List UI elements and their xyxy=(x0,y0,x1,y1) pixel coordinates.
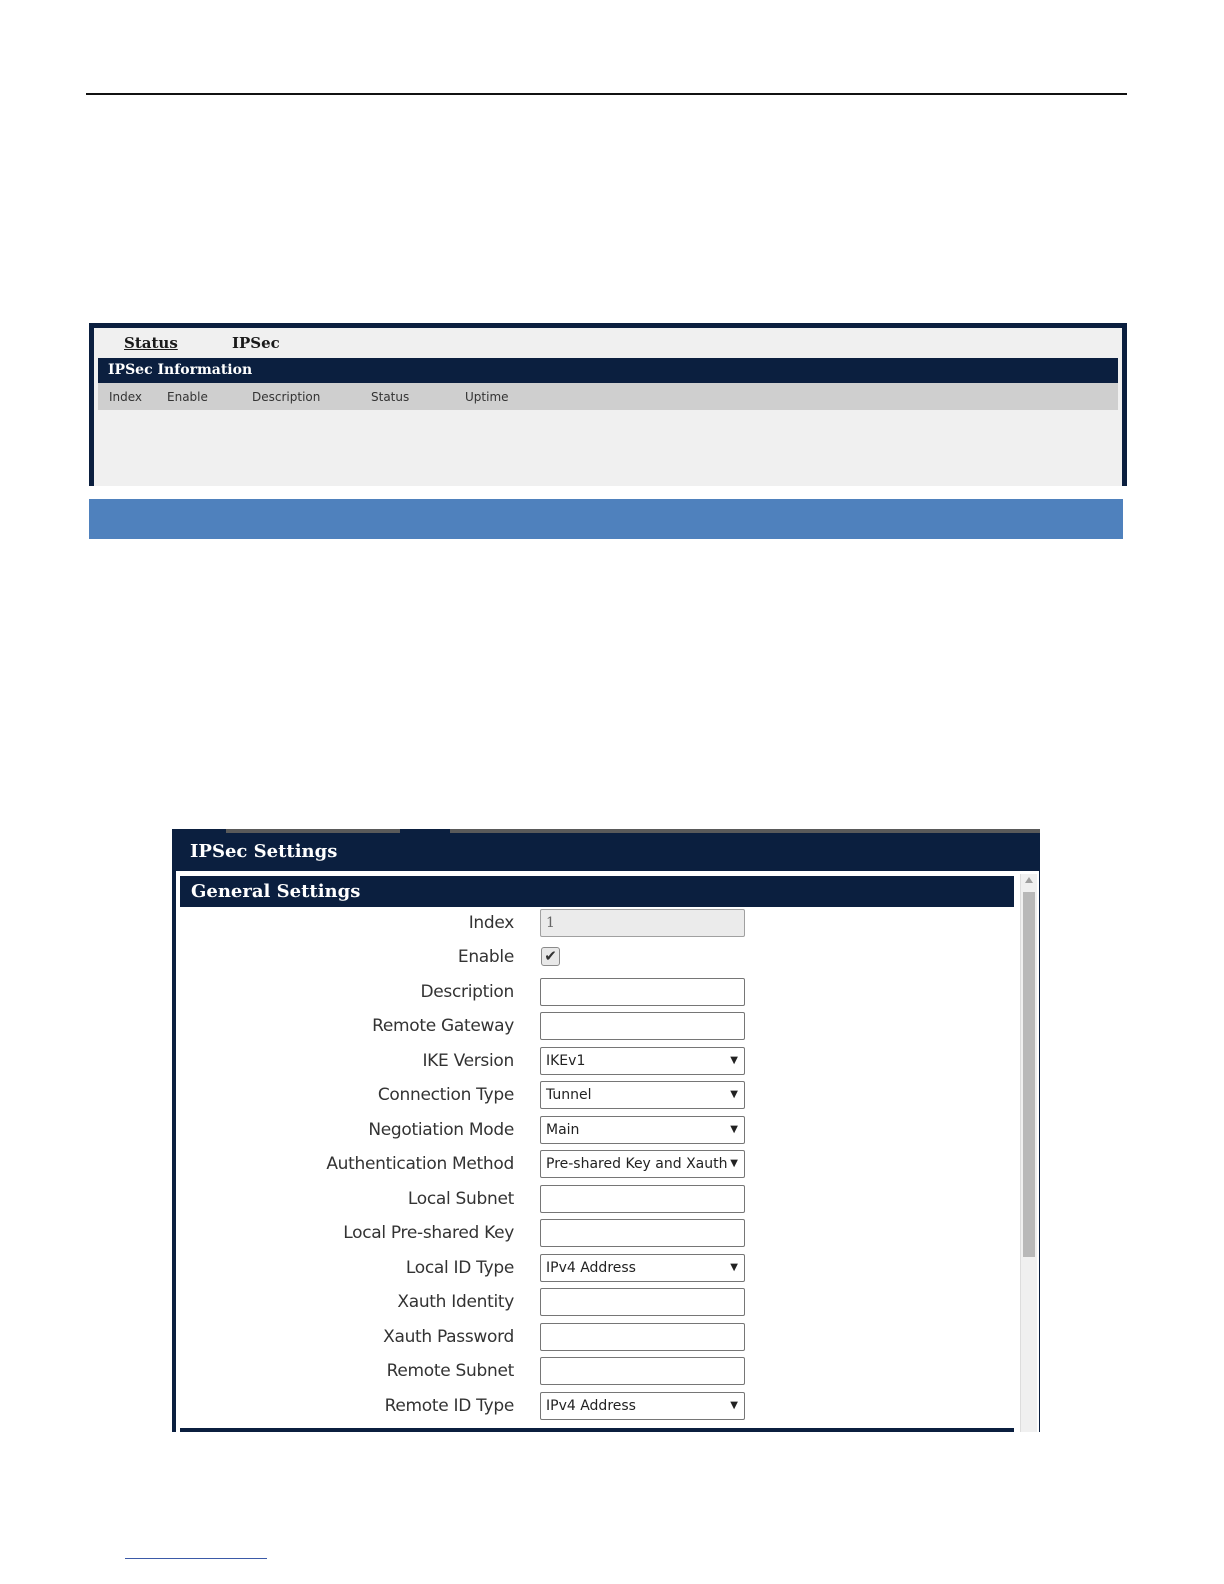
remote-id-type-select[interactable] xyxy=(540,1392,745,1420)
local-subnet-input[interactable] xyxy=(540,1185,745,1213)
local-id-type-select[interactable] xyxy=(540,1254,745,1282)
page-top-rule xyxy=(86,93,1127,95)
form-row-local-psk xyxy=(176,1219,1016,1249)
scroll-up-arrow-icon[interactable] xyxy=(1025,877,1033,883)
local-subnet-label: Local Subnet xyxy=(407,1189,514,1209)
enable-checkbox[interactable] xyxy=(541,947,560,966)
form-row-enable xyxy=(176,943,1016,973)
form-row-xauth-identity xyxy=(176,1288,1016,1318)
dropdown-arrow-icon: ▼ xyxy=(730,1158,738,1169)
general-settings-header: General Settings xyxy=(180,876,1014,907)
tab-status[interactable]: Status xyxy=(124,334,178,352)
remote-gateway-input[interactable] xyxy=(540,1012,745,1040)
ike-version-label: IKE Version xyxy=(422,1051,514,1071)
form-row-remote-gateway xyxy=(176,1012,1016,1042)
ipsec-settings-dialog xyxy=(172,829,1040,1432)
status-tab-bar xyxy=(94,328,1122,358)
column-status: Status xyxy=(371,390,410,404)
connection-type-value: Tunnel xyxy=(546,1087,592,1103)
footnote-rule xyxy=(125,1558,267,1559)
dropdown-arrow-icon: ▼ xyxy=(730,1400,738,1411)
checkmark-icon: ✔ xyxy=(544,948,557,965)
ike-version-select[interactable] xyxy=(540,1047,745,1075)
form-row-index xyxy=(176,909,1016,939)
form-row-description xyxy=(176,978,1016,1008)
auth-method-value: Pre-shared Key and Xauth xyxy=(546,1156,728,1172)
form-row-remote-id-type xyxy=(176,1392,1016,1422)
column-description: Description xyxy=(252,390,321,404)
negotiation-mode-value: Main xyxy=(546,1122,580,1138)
remote-gateway-label: Remote Gateway xyxy=(372,1016,514,1036)
local-psk-input[interactable] xyxy=(540,1219,745,1247)
dropdown-arrow-icon: ▼ xyxy=(730,1124,738,1135)
ipsec-status-panel xyxy=(89,323,1127,486)
auth-method-label: Authentication Method xyxy=(326,1154,514,1174)
local-psk-label: Local Pre-shared Key xyxy=(343,1223,514,1243)
caption-band xyxy=(89,499,1123,539)
connection-type-select[interactable] xyxy=(540,1081,745,1109)
dropdown-arrow-icon: ▼ xyxy=(730,1089,738,1100)
index-label: Index xyxy=(468,913,514,933)
form-row-local-id-type xyxy=(176,1254,1016,1284)
status-panel-inner xyxy=(94,328,1122,486)
description-label: Description xyxy=(420,982,514,1002)
tab-ipsec[interactable]: IPSec xyxy=(232,334,280,352)
form-row-auth-method xyxy=(176,1150,1016,1180)
ipsec-information-header: IPSec Information xyxy=(98,358,1118,383)
auth-method-select[interactable] xyxy=(540,1150,745,1178)
xauth-password-input[interactable] xyxy=(540,1323,745,1351)
local-id-type-label: Local ID Type xyxy=(405,1258,514,1278)
local-id-type-value: IPv4 Address xyxy=(546,1260,636,1276)
xauth-identity-input[interactable] xyxy=(540,1288,745,1316)
form-row-local-subnet xyxy=(176,1185,1016,1215)
negotiation-mode-select[interactable] xyxy=(540,1116,745,1144)
description-input[interactable] xyxy=(540,978,745,1006)
remote-id-type-value: IPv4 Address xyxy=(546,1398,636,1414)
negotiation-mode-label: Negotiation Mode xyxy=(368,1120,514,1140)
column-index: Index xyxy=(109,390,143,404)
xauth-password-label: Xauth Password xyxy=(383,1327,514,1347)
dialog-title: IPSec Settings xyxy=(190,841,338,862)
form-row-remote-subnet xyxy=(176,1357,1016,1387)
xauth-identity-label: Xauth Identity xyxy=(397,1292,514,1312)
scroll-thumb[interactable] xyxy=(1023,892,1035,1257)
remote-id-type-label: Remote ID Type xyxy=(384,1396,514,1416)
ipsec-table-header xyxy=(98,383,1118,410)
dialog-body xyxy=(176,871,1039,1432)
form-row-negotiation-mode xyxy=(176,1116,1016,1146)
remote-subnet-label: Remote Subnet xyxy=(386,1361,514,1381)
next-section-header-edge xyxy=(180,1428,1014,1432)
column-uptime: Uptime xyxy=(465,390,509,404)
form-row-connection-type xyxy=(176,1081,1016,1111)
dropdown-arrow-icon: ▼ xyxy=(730,1262,738,1273)
index-input[interactable] xyxy=(540,909,745,937)
dropdown-arrow-icon: ▼ xyxy=(730,1055,738,1066)
connection-type-label: Connection Type xyxy=(377,1085,514,1105)
remote-subnet-input[interactable] xyxy=(540,1357,745,1385)
form-row-xauth-password xyxy=(176,1323,1016,1353)
ike-version-value: IKEv1 xyxy=(546,1053,586,1069)
form-row-ike-version xyxy=(176,1047,1016,1077)
enable-label: Enable xyxy=(457,947,514,967)
column-enable: Enable xyxy=(167,390,208,404)
dialog-scrollbar[interactable] xyxy=(1020,874,1037,1432)
dialog-top-strip xyxy=(172,829,1040,833)
